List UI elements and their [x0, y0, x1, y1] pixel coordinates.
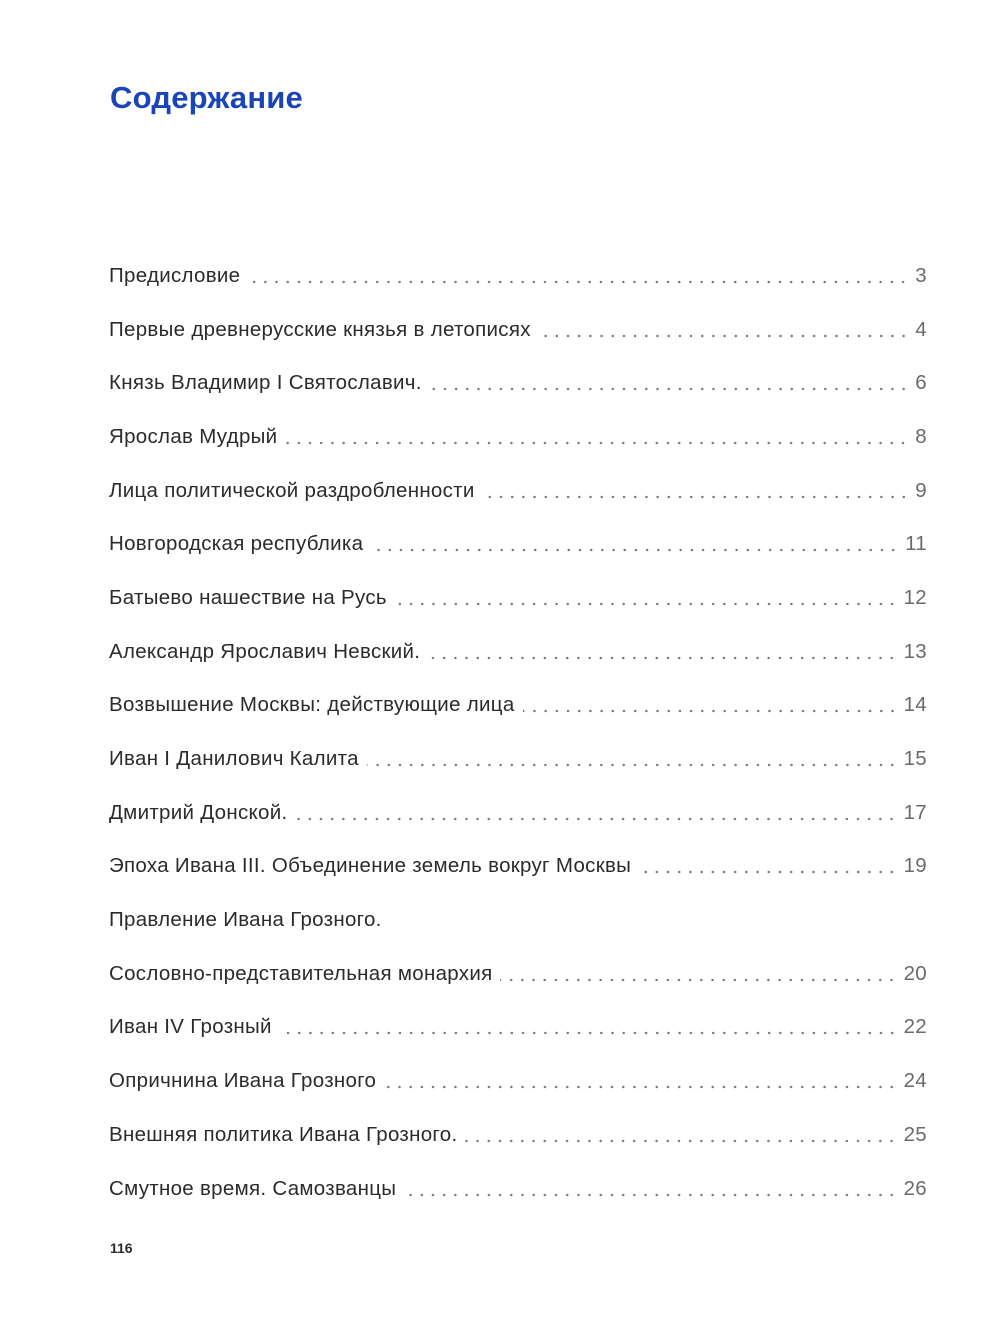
dot-leader: [295, 817, 897, 821]
toc-entry-page: 8: [915, 424, 927, 448]
toc-entry-rise-of-moscow[interactable]: [109, 679, 927, 733]
dot-leader: [404, 1193, 897, 1197]
toc-entry-page: 14: [903, 693, 927, 717]
toc-entry-page: 11: [905, 532, 927, 556]
dot-leader: [523, 709, 898, 713]
toc-entry-ivan-iii[interactable]: [109, 840, 927, 894]
toc-entry-time-of-troubles[interactable]: [109, 1162, 927, 1216]
toc-entry-title: Александр Ярославич Невский.: [109, 639, 421, 663]
toc-entry-title: Новгородская республика: [109, 532, 364, 556]
toc-entry-page: 24: [903, 1069, 927, 1093]
toc-entry-page: 12: [903, 585, 927, 609]
toc-entry-title: Опричнина Ивана Грозного: [109, 1069, 377, 1093]
toc-entry-title: Эпоха Ивана III. Объединение земель вокруг Москвы: [109, 854, 632, 878]
page-number: 116: [110, 1240, 133, 1256]
toc-entry-page: 3: [915, 263, 927, 287]
toc-entry-page: 4: [915, 317, 927, 341]
toc-entry-batu[interactable]: [109, 571, 927, 625]
toc-entry-novgorod[interactable]: [109, 517, 927, 571]
toc-entry-page: 19: [903, 854, 927, 878]
toc-entry-ivan-iv[interactable]: [109, 1001, 927, 1055]
toc-entry-title: Князь Владимир I Святославич.: [109, 371, 422, 395]
toc-entry-title: Предисловие: [109, 263, 241, 287]
dot-leader: [248, 280, 909, 284]
toc-entry-title: Дмитрий Донской.: [109, 800, 288, 824]
toc-entry-title: Правление Ивана Грозного.: [109, 908, 382, 932]
dot-leader: [639, 870, 897, 874]
toc-entry-foreign-policy[interactable]: [109, 1108, 927, 1162]
dot-leader: [539, 334, 909, 338]
dot-leader: [428, 656, 897, 660]
dot-leader: [465, 1139, 897, 1143]
toc-entry-page: 13: [903, 639, 927, 663]
toc-entry-vladimir[interactable]: [109, 356, 927, 410]
toc-entry-estate-monarchy[interactable]: [109, 947, 927, 1001]
toc-entry-yaroslav[interactable]: [109, 410, 927, 464]
toc-entry-preface[interactable]: [109, 249, 927, 303]
toc-entry-oprichnina[interactable]: [109, 1054, 927, 1108]
toc-entry-nevsky[interactable]: [109, 625, 927, 679]
toc-entry-ivan-terrible-reign[interactable]: [109, 893, 927, 947]
toc-entry-title: Сословно-представительная монархия: [109, 961, 493, 985]
toc-entry-first-princes[interactable]: [109, 303, 927, 357]
dot-leader: [285, 441, 909, 445]
dot-leader: [430, 387, 909, 391]
dot-leader: [395, 602, 898, 606]
toc-entry-kalita[interactable]: [109, 732, 927, 786]
toc-entry-page: 20: [903, 961, 927, 985]
toc-entry-fragmentation[interactable]: [109, 464, 927, 518]
toc-entry-title: Возвышение Москвы: действующие лица: [109, 693, 515, 717]
dot-leader: [384, 1085, 897, 1089]
page-title: Содержание: [110, 80, 303, 115]
dot-leader: [280, 1031, 898, 1035]
toc-entry-page: 15: [903, 747, 927, 771]
toc-entry-title: Лица политической раздробленности: [109, 478, 475, 502]
dot-leader: [371, 548, 899, 552]
toc-entry-title: Ярослав Мудрый: [109, 424, 278, 448]
toc-entry-donskoy[interactable]: [109, 786, 927, 840]
toc-entry-title: Внешняя политика Ивана Грозного.: [109, 1122, 458, 1146]
toc-entry-page: 22: [903, 1015, 927, 1039]
toc-entry-page: 17: [903, 800, 927, 824]
toc-entry-title: Первые древнерусские князья в летописях: [109, 317, 531, 341]
toc-entry-page: 6: [915, 371, 927, 395]
dot-leader: [483, 495, 909, 499]
toc-entry-page: 9: [915, 478, 927, 502]
toc-entry-page: 25: [903, 1122, 927, 1146]
dot-leader: [500, 978, 897, 982]
dot-leader: [367, 763, 898, 767]
toc-entry-title: Иван I Данилович Калита: [109, 747, 359, 771]
toc-entry-title: Батыево нашествие на Русь: [109, 585, 387, 609]
toc-entry-title: Иван IV Грозный: [109, 1015, 272, 1039]
toc-entry-title: Смутное время. Самозванцы: [109, 1176, 397, 1200]
table-of-contents: [109, 249, 927, 1215]
toc-entry-page: 26: [903, 1176, 927, 1200]
